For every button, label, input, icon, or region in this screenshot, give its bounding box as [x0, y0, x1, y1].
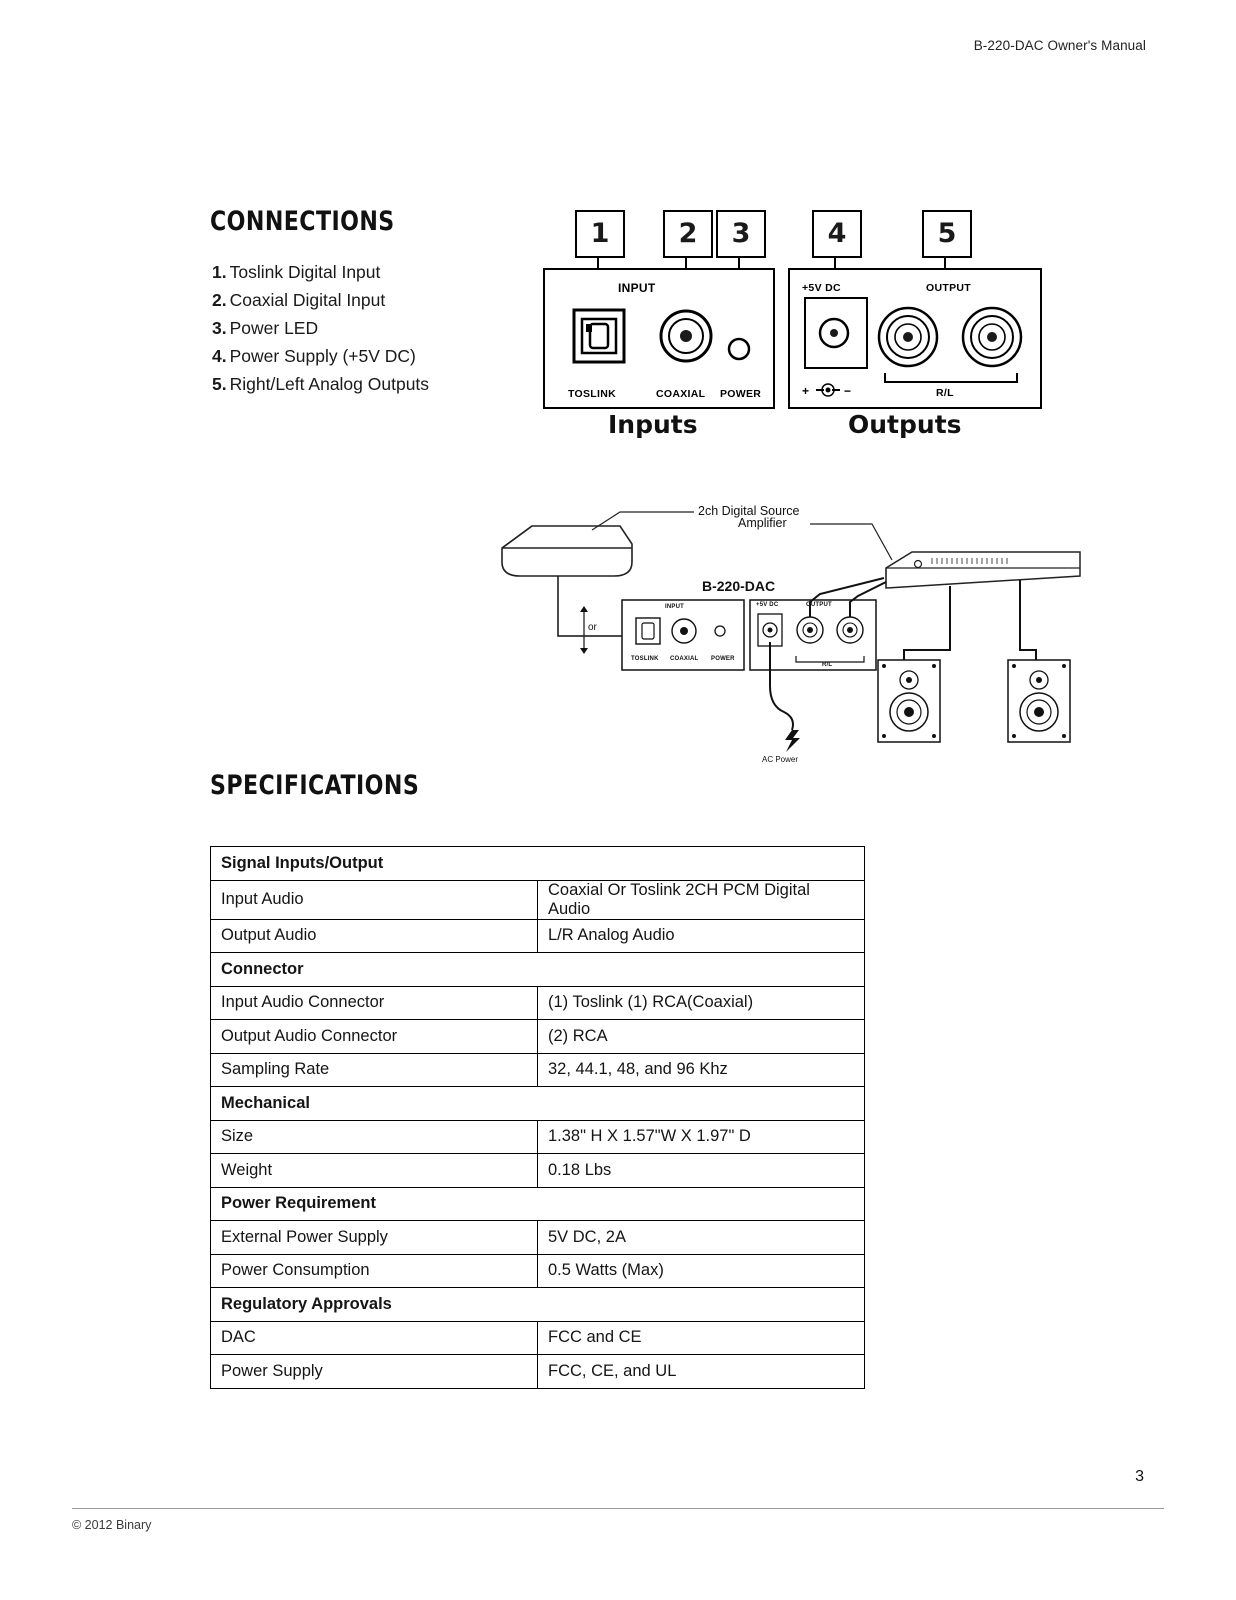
list-item-number: 5. — [212, 374, 227, 394]
digital-source-label: 2ch Digital Source — [698, 504, 800, 518]
list-item-label: Toslink Digital Input — [229, 262, 381, 282]
table-row — [211, 953, 865, 987]
table-cell-label: Power Supply — [211, 1355, 538, 1389]
power-led-label: POWER — [720, 388, 762, 400]
rl-bracket-right-tick — [1016, 373, 1018, 383]
table-cell-label: Weight — [211, 1154, 538, 1188]
rl-label-small: R/L — [822, 662, 833, 668]
coaxial-label: COAXIAL — [656, 388, 706, 400]
table-cell-value: 5V DC, 2A — [538, 1221, 865, 1255]
specifications-heading: SPECIFICATIONS — [210, 770, 420, 801]
table-row — [211, 919, 865, 953]
list-item — [212, 314, 512, 342]
table-row — [211, 1187, 865, 1221]
table-cell-group-label: Power Requirement — [211, 1187, 865, 1221]
list-item-label: Power LED — [229, 318, 319, 338]
page-number: 3 — [1135, 1468, 1144, 1485]
table-cell-label: Input Audio Connector — [211, 986, 538, 1020]
table-cell-label: External Power Supply — [211, 1221, 538, 1255]
table-cell-group-label: Mechanical — [211, 1087, 865, 1121]
table-row — [211, 1087, 865, 1121]
callout-box-3: 3 — [716, 210, 766, 258]
rl-bracket-left-tick — [884, 373, 886, 383]
table-row — [211, 1020, 865, 1054]
table-row — [211, 1154, 865, 1188]
table-row — [211, 986, 865, 1020]
table-cell-label: Input Audio — [211, 880, 538, 919]
table-row — [211, 1053, 865, 1087]
manual-title-header: B-220-DAC Owner's Manual — [973, 38, 1146, 53]
table-cell-label: Output Audio — [211, 919, 538, 953]
connections-list — [212, 258, 512, 398]
table-row — [211, 1120, 865, 1154]
table-row — [211, 1288, 865, 1322]
table-cell-label: Size — [211, 1120, 538, 1154]
rl-label: R/L — [936, 387, 954, 399]
toslink-label: TOSLINK — [568, 388, 616, 400]
list-item-number: 3. — [212, 318, 227, 338]
rl-bracket-line — [884, 381, 1018, 383]
coaxial-rca-icon — [658, 308, 714, 364]
output-label: OUTPUT — [926, 282, 971, 294]
power-supply-label: +5V DC — [802, 282, 841, 294]
power-led-icon — [725, 335, 753, 363]
table-cell-value: 0.18 Lbs — [538, 1154, 865, 1188]
svg-text:−: − — [844, 384, 852, 398]
list-item — [212, 342, 512, 370]
list-item-label: Right/Left Analog Outputs — [229, 374, 430, 394]
table-cell-value: L/R Analog Audio — [538, 919, 865, 953]
table-cell-value: 0.5 Watts (Max) — [538, 1254, 865, 1288]
rear-panel-diagram — [540, 205, 1040, 455]
table-row — [211, 847, 865, 881]
table-cell-label: Output Audio Connector — [211, 1020, 538, 1054]
input-title-small: INPUT — [665, 604, 684, 610]
table-row — [211, 1321, 865, 1355]
table-cell-value: FCC, CE, and UL — [538, 1355, 865, 1389]
list-item-number: 1. — [212, 262, 227, 282]
power-jack-icon — [818, 317, 850, 349]
table-row — [211, 1355, 865, 1389]
list-item — [212, 258, 512, 286]
output-title-small: OUTPUT — [806, 602, 832, 608]
amplifier-label: Amplifier — [738, 516, 787, 530]
list-item — [212, 286, 512, 314]
list-item-label: Coaxial Digital Input — [229, 290, 386, 310]
output-rca-left-icon — [960, 305, 1024, 369]
input-panel-title: INPUT — [618, 281, 656, 295]
copyright-text: © 2012 Binary — [72, 1518, 152, 1532]
power-title-small: +5V DC — [756, 602, 779, 608]
svg-text:+: + — [802, 384, 810, 398]
toslink-label-small: TOSLINK — [631, 656, 659, 662]
table-cell-value: FCC and CE — [538, 1321, 865, 1355]
system-diagram-svg — [480, 490, 1120, 780]
callout-box-2: 2 — [663, 210, 713, 258]
table-cell-value: (2) RCA — [538, 1020, 865, 1054]
callout-box-4: 4 — [812, 210, 862, 258]
inputs-caption: Inputs — [608, 410, 698, 439]
footer-divider — [72, 1508, 1164, 1509]
system-connection-diagram — [480, 490, 1120, 780]
callout-box-5: 5 — [922, 210, 972, 258]
coaxial-label-small: COAXIAL — [670, 656, 699, 662]
table-cell-group-label: Regulatory Approvals — [211, 1288, 865, 1322]
table-cell-value: 1.38" H X 1.57"W X 1.97" D — [538, 1120, 865, 1154]
table-cell-group-label: Connector — [211, 953, 865, 987]
list-item — [212, 370, 512, 398]
callout-box-1: 1 — [575, 210, 625, 258]
table-cell-value: (1) Toslink (1) RCA(Coaxial) — [538, 986, 865, 1020]
specifications-table — [210, 846, 865, 1389]
output-rca-right-icon — [876, 305, 940, 369]
ac-power-label: AC Power — [762, 755, 799, 764]
table-row — [211, 880, 865, 919]
list-item-number: 4. — [212, 346, 227, 366]
table-cell-label: DAC — [211, 1321, 538, 1355]
table-cell-label: Sampling Rate — [211, 1053, 538, 1087]
list-item-label: Power Supply (+5V DC) — [229, 346, 416, 366]
list-item-number: 2. — [212, 290, 227, 310]
connections-heading: CONNECTIONS — [210, 206, 395, 237]
table-cell-group-label: Signal Inputs/Output — [211, 847, 865, 881]
toslink-port-icon — [572, 308, 626, 364]
table-row — [211, 1221, 865, 1255]
outputs-caption: Outputs — [848, 410, 962, 439]
polarity-symbol-icon — [802, 383, 866, 399]
table-cell-value: Coaxial Or Toslink 2CH PCM Digital Audio — [538, 880, 865, 919]
device-model-label: B-220-DAC — [702, 578, 776, 594]
table-row — [211, 1254, 865, 1288]
power-label-small: POWER — [711, 656, 735, 662]
table-cell-label: Power Consumption — [211, 1254, 538, 1288]
table-cell-value: 32, 44.1, 48, and 96 Khz — [538, 1053, 865, 1087]
or-label: or — [588, 622, 597, 633]
